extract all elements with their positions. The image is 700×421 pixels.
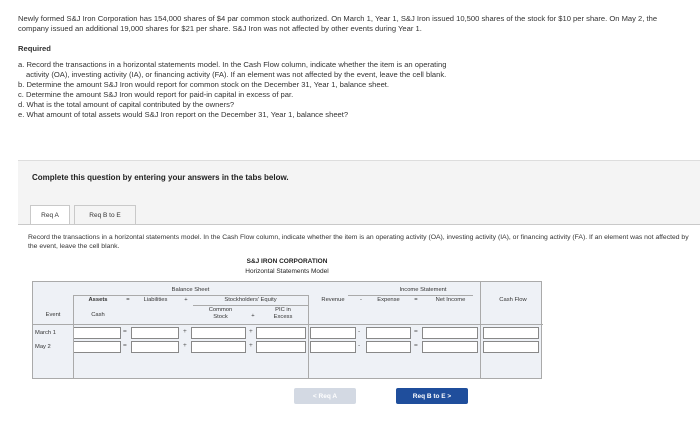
march1-op-eq2: = [414,328,418,335]
task-a-cont: activity (OA), investing activity (IA), or financing activity (FA). If an element was not affected by the event, leave the cell blank. [26,70,447,79]
march1-op-eq: = [123,328,127,335]
may2-revenue-input[interactable] [310,341,356,353]
company-name: S&J IRON CORPORATION [246,258,328,265]
march1-expense-input[interactable] [366,327,411,339]
march1-revenue-input[interactable] [310,327,356,339]
pic-excess-header: PIC in Excess [273,307,293,320]
may2-op-plus: + [183,342,187,349]
march1-op-plus2: + [249,328,253,335]
table-subtitle: Horizontal Statements Model [245,268,329,275]
march1-op-plus: + [183,328,187,335]
panel-title: Complete this question by entering your answers in the tabs below. [32,173,289,182]
op-eq-header: = [126,297,130,303]
problem-paragraph: Newly formed S&J Iron Corporation has 154,000 shares of $4 par common stock authorized. On March 1, Year 1, S&J Iron issued 10,500 shares of the stock for $10 per share. On May 2, the company issued an additional 19,000 shares for $21 per share. S&J Iron was not affected by other events during Year 1. [18,14,658,33]
assets-header: Assets [88,297,108,303]
op-plus-sub: + [251,313,255,319]
march1-cash-input[interactable] [73,327,121,339]
net-income-header: Net Income [435,297,466,303]
common-stock-header: Common Stock [208,307,233,320]
may2-expense-input[interactable] [366,341,411,353]
instructions: Record the transactions in a horizontal statements model. In the Cash Flow column, indicate whether the item is an operating activity (OA), investing activity (IA), or financing activity (FA). If an element was not affected by the event, leave the cell blank. [28,234,689,250]
may2-op-eq2: = [414,342,418,349]
task-list [18,60,688,120]
liabilities-header: Liabilities [143,297,168,303]
op-minus-header: - [360,297,362,303]
expense-header: Expense [377,297,400,303]
balance-sheet-header: Balance Sheet [171,287,210,293]
tab-req-a[interactable]: Req A [30,205,70,226]
model-grid [32,281,542,379]
question-panel [18,160,700,420]
tab-content [18,224,700,421]
row-label-may-2: May 2 [35,344,51,350]
march1-net-income-input[interactable] [422,327,478,339]
problem-text [18,14,688,120]
task-c: c. Determine the amount S&J Iron would report for paid-in capital in excess of par. [18,90,294,99]
row-label-march-1: March 1 [35,330,56,336]
op-eq2-header: = [414,297,418,303]
may2-op-eq: = [123,342,127,349]
revenue-header: Revenue [321,297,345,303]
may2-common-stock-input[interactable] [191,341,246,353]
task-d: d. What is the total amount of capital contributed by the owners? [18,100,235,109]
may2-pic-input[interactable] [256,341,306,353]
cash-flow-header: Cash Flow [499,297,527,303]
may2-op-plus2: + [249,342,253,349]
may2-cash-flow-input[interactable] [483,341,539,353]
income-statement-header: Income Statement [399,287,447,293]
prev-button[interactable]: < Req A [294,388,356,404]
tab-req-b-to-e[interactable]: Req B to E [74,205,136,226]
may2-liabilities-input[interactable] [131,341,179,353]
may2-op-minus: - [358,342,361,349]
march1-cash-flow-input[interactable] [483,327,539,339]
op-plus-header: + [184,297,188,303]
march1-pic-input[interactable] [256,327,306,339]
march1-liabilities-input[interactable] [131,327,179,339]
task-a: a. Record the transactions in a horizontal statements model. In the Cash Flow column, indicate whether the item is an operating [18,60,447,69]
task-e: e. What amount of total assets would S&J Iron report on the December 31, Year 1, balance sheet? [18,110,349,119]
event-header: Event [45,312,61,318]
may2-net-income-input[interactable] [422,341,478,353]
task-b: b. Determine the amount S&J Iron would report for common stock on the December 31, Year 1, balance sheet. [18,80,390,89]
cash-subheader: Cash [91,312,105,318]
march1-op-minus: - [358,328,361,335]
required-heading: Required [18,44,51,53]
next-button[interactable]: Req B to E > [396,388,468,404]
stockholders-equity-header: Stockholders' Equity [224,297,277,303]
may2-cash-input[interactable] [73,341,121,353]
march1-common-stock-input[interactable] [191,327,246,339]
